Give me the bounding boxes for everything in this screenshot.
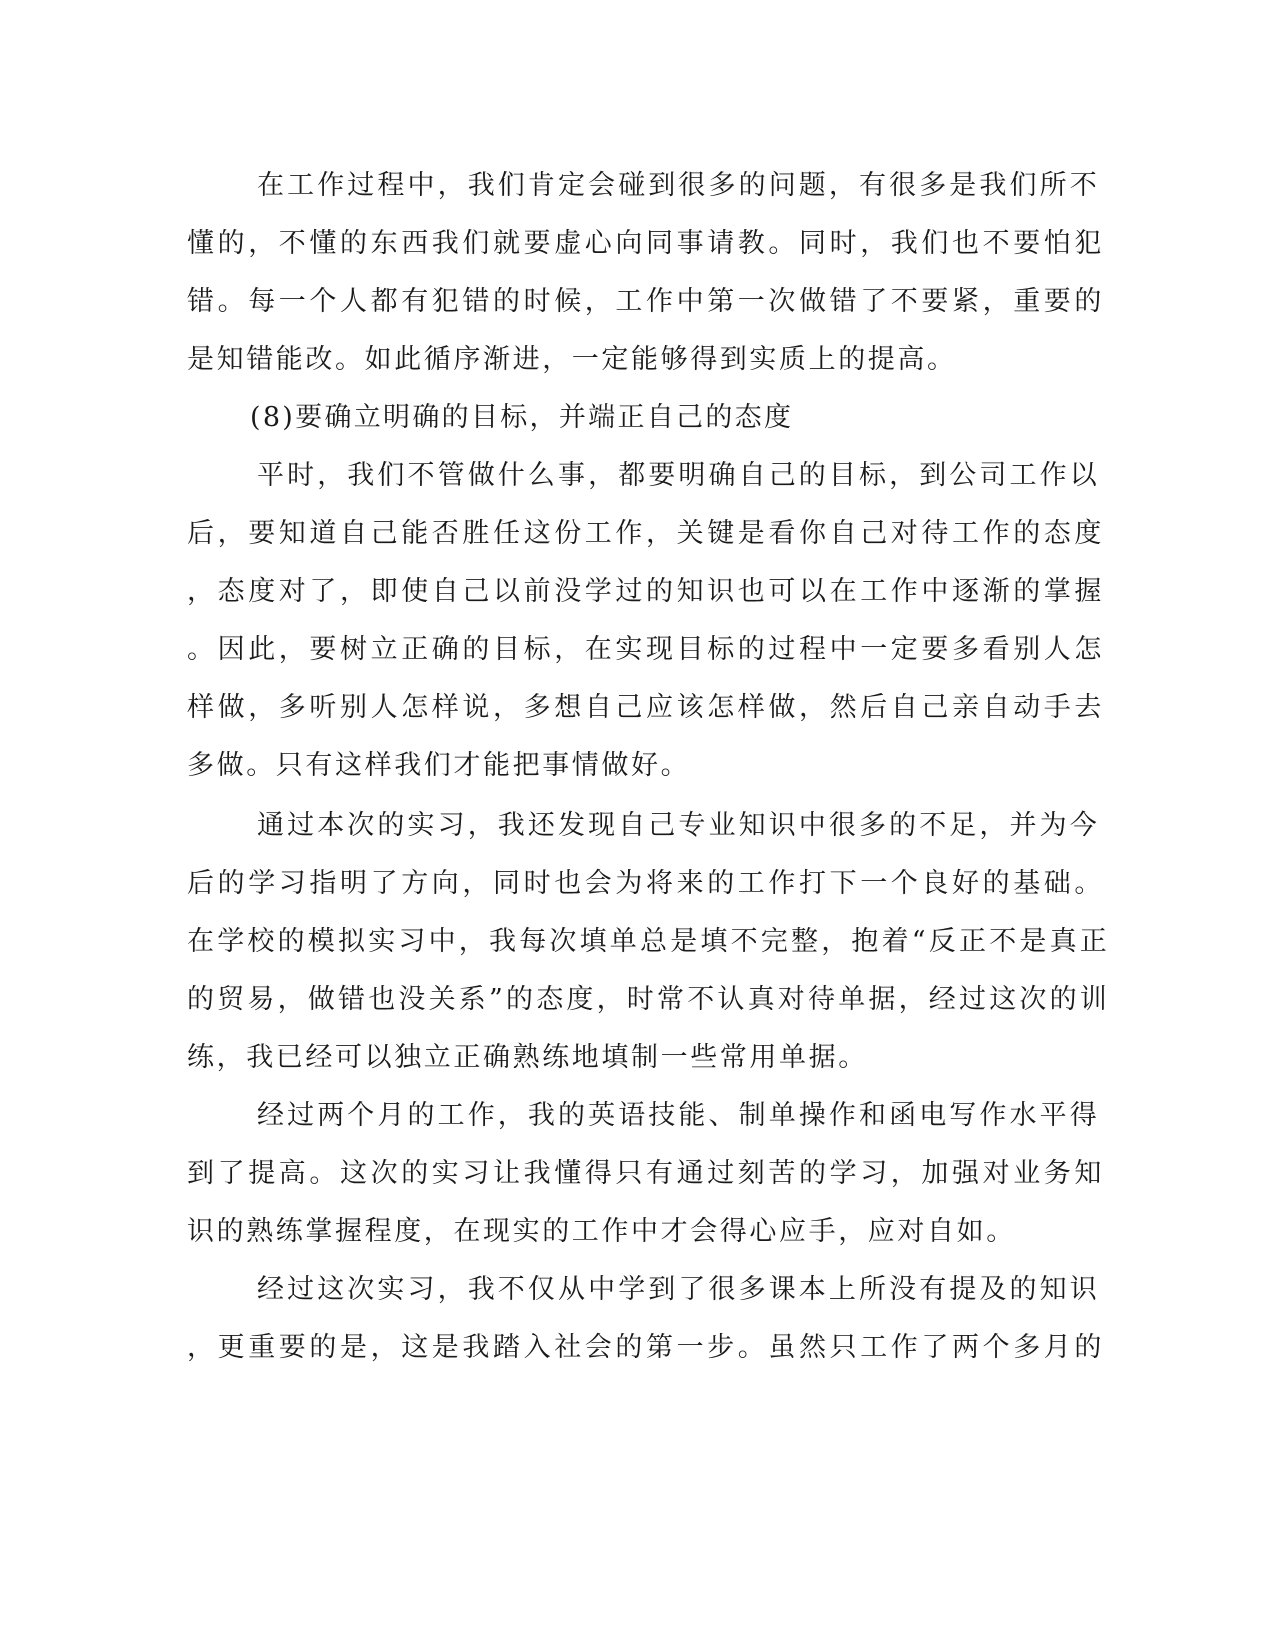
text-line: 后的学习指明了方向，同时也会为将来的工作打下一个良好的基础。 [187, 868, 1105, 899]
text-line: 错。每一个人都有犯错的时候，工作中第一次做错了不要紧，重要的 [187, 286, 1105, 317]
text-line: ，态度对了，即使自己以前没学过的知识也可以在工作中逐渐的掌握 [187, 576, 1105, 607]
text-line: 识的熟练掌握程度，在现实的工作中才会得心应手，应对自如。 [187, 1216, 1016, 1247]
text-line: ，更重要的是，这是我踏入社会的第一步。虽然只工作了两个多月的 [187, 1332, 1105, 1363]
text-line: 在学校的模拟实习中，我每次填单总是填不完整，抱着“反正不是真正 [187, 926, 1111, 957]
text-line: 是知错能改。如此循序渐进，一定能够得到实质上的提高。 [187, 344, 957, 375]
text-line: 平时，我们不管做什么事，都要明确自己的目标，到公司工作以 [257, 460, 1100, 491]
text-line: 多做。只有这样我们才能把事情做好。 [187, 750, 691, 781]
text-line: 懂的，不懂的东西我们就要虚心向同事请教。同时，我们也不要怕犯 [187, 228, 1105, 259]
text-line: 到了提高。这次的实习让我懂得只有通过刻苦的学习，加强对业务知 [187, 1158, 1105, 1189]
text-line: 经过两个月的工作，我的英语技能、制单操作和函电写作水平得 [257, 1100, 1100, 1131]
text-line: 。因此，要树立正确的目标，在实现目标的过程中一定要多看别人怎 [187, 634, 1105, 665]
text-line: 经过这次实习，我不仅从中学到了很多课本上所没有提及的知识 [257, 1274, 1100, 1305]
text-line: 通过本次的实习，我还发现自己专业知识中很多的不足，并为今 [257, 810, 1100, 841]
text-line: 样做，多听别人怎样说，多想自己应该怎样做，然后自己亲自动手去 [187, 692, 1105, 723]
text-line: 后，要知道自己能否胜任这份工作，关键是看你自己对待工作的态度 [187, 518, 1105, 549]
section-heading: (8)要确立明确的目标，并端正自己的态度 [250, 402, 794, 433]
text-line: 在工作过程中，我们肯定会碰到很多的问题，有很多是我们所不 [257, 170, 1100, 201]
text-line: 的贸易，做错也没关系”的态度，时常不认真对待单据，经过这次的训 [187, 984, 1111, 1015]
text-line: 练，我已经可以独立正确熟练地填制一些常用单据。 [187, 1042, 868, 1073]
